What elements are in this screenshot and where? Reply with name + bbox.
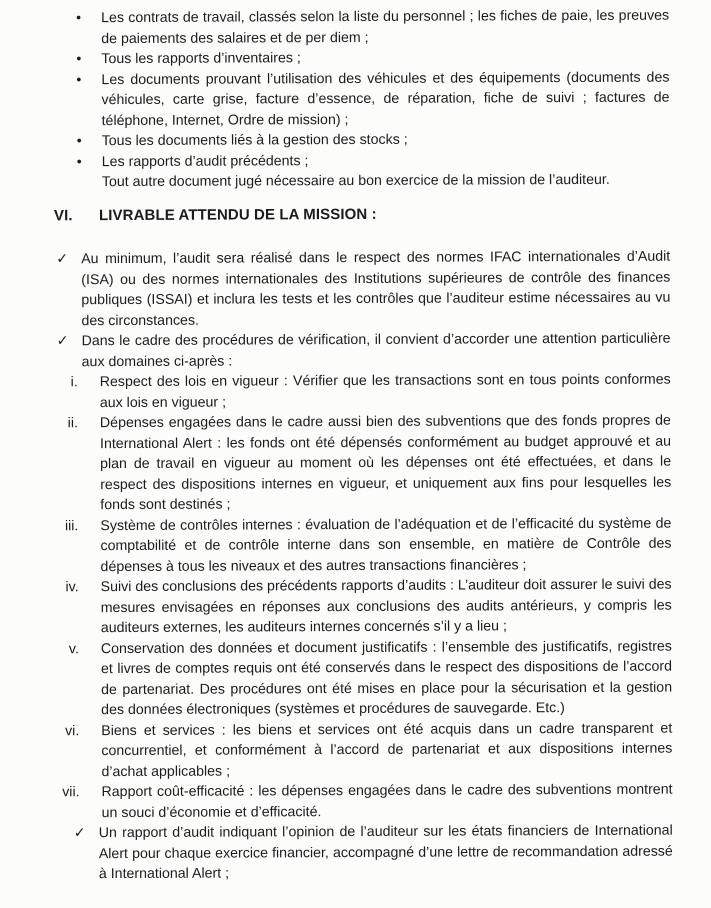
bullet-icon: •	[76, 51, 82, 68]
bullet-icon: •	[76, 10, 82, 27]
roman-item	[1, 574, 711, 639]
bullet-item	[0, 67, 710, 132]
check-item-text: Au minimum, l’audit sera réalisé dans le respect des normes IFAC internationales d’Audit (ISA) ou des normes internationales des Institutions supérieures de contrôle des finances publiques (ISSAI) et inclura les tests et les contrôles que l’auditeur estime nécessaires au vu des circonstances.	[81, 248, 671, 329]
bullet-icon: •	[76, 71, 82, 88]
bullet-item-text: Tous les documents liés à la gestion des stocks ;	[101, 131, 408, 150]
roman-item-text: Dépenses engagées dans le cadre aussi bien des subventions que des fonds propres de International Alert : les fonds ont été dépensés conformément au budget approuvé et au plan de travail en vigueur au moment où les dépenses ont été effectuées, et dans le respect des dispositions internes en vigueur, et uniquement aux fins pour lesquelles les fonds sont destinés ;	[99, 412, 672, 514]
nested-check-item-text: Un rapport d’audit indiquant l’opinion de l’auditeur sur les états financiers de International Alert pour chaque exercice financier, accompagné d’une lettre de recommandation adressé à International Alert ;	[98, 822, 673, 883]
checkmark-icon: ✓	[73, 825, 86, 842]
check-item	[0, 246, 711, 331]
roman-item	[1, 718, 711, 783]
bullet-item-text: Les rapports d’audit précédents ;	[101, 152, 309, 170]
roman-item	[1, 779, 711, 823]
bullet-icon: •	[76, 153, 82, 170]
roman-item-number: v.	[68, 640, 79, 657]
roman-item-number: i.	[70, 374, 78, 391]
checkmark-icon: ✓	[56, 251, 69, 268]
roman-item-text: Respect des lois en vigueur : Vérifier que les transactions sont en tous points conformes aux lois en vigueur ;	[99, 371, 671, 411]
section-number: VI.	[53, 206, 73, 224]
roman-item	[0, 369, 711, 413]
check-item	[0, 328, 711, 372]
section-heading	[0, 203, 710, 227]
roman-item-text: Suivi des conclusions des précédents rapports d’audits : L’auditeur doit assurer le suivi des mesures envisagées en réponses aux conclusions des audits antérieurs, y compris les auditeurs externes, les auditeurs internes concernés s’il y a lieu ;	[100, 576, 672, 637]
bullet-item-text: Tous les rapports d’inventaires ;	[101, 50, 301, 68]
section-title: LIVRABLE ATTENDU DE LA MISSION :	[98, 205, 377, 224]
roman-item	[0, 513, 711, 578]
bullet-item-text: Les contrats de travail, classés selon la liste du personnel ; les fiches de paie, les preuves de paiements des salaires et de per diem ;	[101, 7, 670, 47]
bullet-list	[0, 5, 710, 193]
roman-item-text: Système de contrôles internes : évaluation de l’adéquation et de l’efficacité du système de comptabilité et de contrôle interne dans son ensemble, en matière de Contrôle des dépenses à tous les niveaux et des autres transactions financières ;	[100, 515, 672, 575]
roman-item-text: Conservation des données et document justificatifs : l’ensemble des justificatifs, registres et livres de comptes requis ont été conservés dans le respect des dispositions de l’accord de partenariat. Des procédures ont été mises en place pour la sécurisation et la gestion des données électroniques (systèmes et procédures de sauvegarde. Etc.)	[100, 638, 673, 719]
roman-item-text: Biens et services : les biens et services ont été acquis dans un cadre transparent et concurrentiel, et conformément à l’accord de partenariat et aux dispositions internes d’achat applicables ;	[101, 720, 673, 780]
bullet-item	[0, 5, 709, 49]
checkmark-icon: ✓	[56, 333, 69, 350]
roman-item	[1, 636, 711, 721]
bullet-item-text: Les documents prouvant l’utilisation des véhicules et des équipements (documents des véhicules, carte grise, facture d’essence, de réparation, fiche de suivi ; factures de téléphone, Internet, Ordre de mission) ;	[101, 69, 670, 129]
roman-item-number: iii.	[64, 517, 79, 534]
roman-item-number: ii.	[67, 415, 78, 432]
roman-item-text: Rapport coût-efficacité : les dépenses engagées dans le cadre des subventions montrent un souci d’économie et d’efficacité.	[101, 781, 673, 821]
bullet-footer-text: Tout autre document jugé nécessaire au bon exercice de la mission de l’auditeur.	[101, 171, 610, 191]
roman-item-number: vi.	[65, 722, 80, 739]
roman-list	[0, 369, 711, 823]
bullet-list-footer	[0, 169, 710, 193]
check-item-text: Dans le cadre des procédures de vérification, il convient d’accorder une attention particulière aux domaines ci-après :	[81, 330, 671, 370]
roman-item-number: iv.	[65, 579, 79, 596]
bullet-icon: •	[76, 133, 82, 150]
roman-item	[0, 410, 711, 516]
nested-check-item	[2, 820, 711, 885]
roman-item-number: vii.	[62, 784, 80, 801]
